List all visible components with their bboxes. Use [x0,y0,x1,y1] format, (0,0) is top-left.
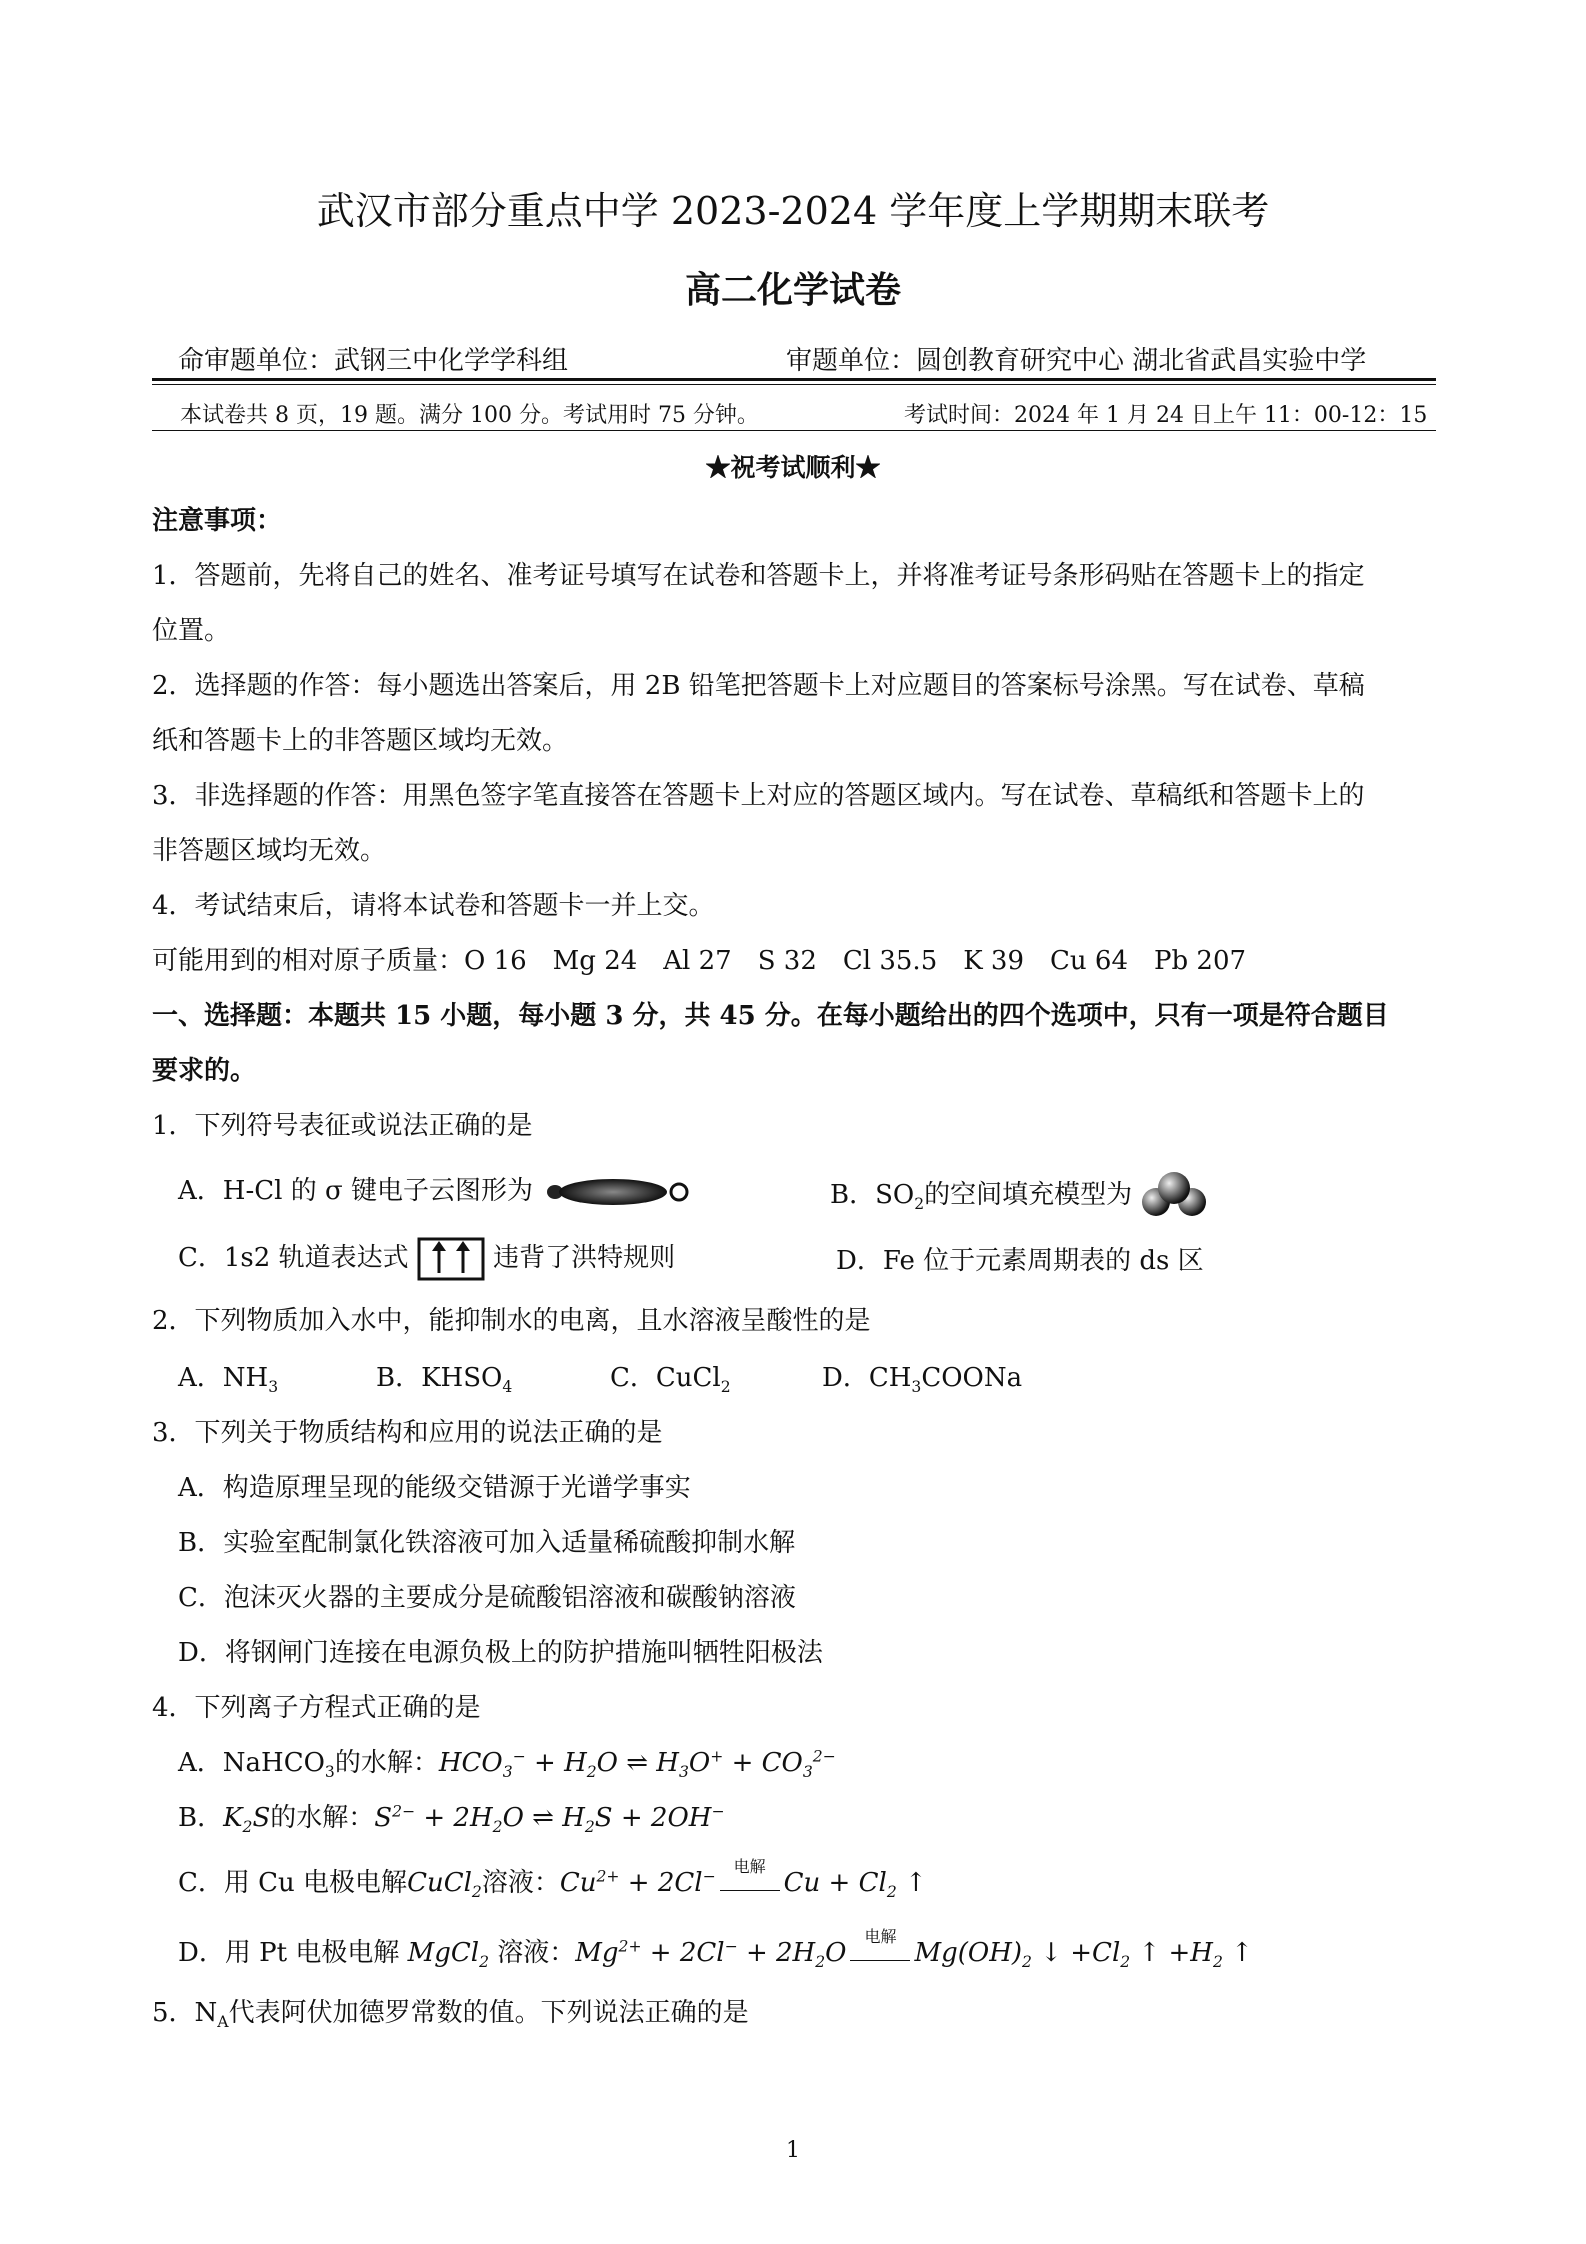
q2-option-d [822,1357,1022,1396]
unit-right: 审题单位：圆创教育研究中心 湖北省武昌实验中学 [786,346,1367,376]
note-line: 纸和答题卡上的非答题区域均无效。 [152,726,569,756]
note-line: 2．选择题的作答：每小题选出答案后，用 2B 铅笔把答题卡上对应题目的答案标号涂黑。写在试卷、草稿 [152,671,1365,701]
q1-option-b-text-post: 的空间填充模型为 [924,1180,1133,1210]
q4-c-condition: 电解 [733,1857,766,1876]
exam-info-right: 考试时间：2024 年 1 月 24 日上午 11：00-12：15 [904,403,1428,428]
q1-option-c [178,1237,675,1281]
notes-heading: 注意事项： [152,506,283,536]
q4-c-formula: CuCl$_2$ [407,1868,482,1902]
q4-c-equation: $Cu^{2+} + 2Cl^-$ 电解 $Cu + Cl_2$ ↑ [560,1868,927,1898]
q1-option-c-text: C．1s2 轨道表达式 [178,1243,409,1273]
question-2-stem: 2．下列物质加入水中，能抑制水的电离，且水溶液呈酸性的是 [152,1306,871,1336]
question-4-stem: 4．下列离子方程式正确的是 [152,1693,481,1723]
q4-option-c [178,1857,927,1902]
question-3-stem: 3．下列关于物质结构和应用的说法正确的是 [152,1418,663,1448]
q4-b-label-post: 的水解： [270,1803,375,1833]
q4-d-formula: MgCl$_2$ [407,1938,489,1972]
page-number: 1 [786,2138,800,2163]
q3-option-b: B．实验室配制氯化铁溶液可加入适量稀硫酸抑制水解 [178,1528,796,1558]
q4-d-label: D．用 Pt 电极电解 [178,1938,400,1968]
q4-option-b [178,1797,725,1836]
q5-stem-pre: 5．N [152,1998,218,2028]
note-line: 1．答题前，先将自己的姓名、准考证号填写在试卷和答题卡上，并将准考证号条形码贴在答题卡上的指定 [152,561,1365,591]
q1-option-b-text: B．SO [830,1180,915,1210]
exam-title: 武汉市部分重点中学 2023-2024 学年度上学期期末联考 [316,189,1270,233]
blessing: ★祝考试顺利★ [705,453,881,482]
q5-stem-sub: A [217,2013,229,2032]
q4-option-d [178,1927,1253,1972]
so2-space-filling-model-icon [1140,1170,1208,1222]
q4-b-label: B． [178,1803,224,1833]
q4-b-formula: $K_2S$ [223,1803,271,1837]
section-heading-cont: 要求的。 [152,1056,257,1086]
q3-option-d: D．将钢闸门连接在电源负极上的防护措施叫牺牲阳极法 [178,1638,823,1668]
q4-d-label-post: 溶液： [497,1938,576,1968]
q4-c-label-post: 溶液： [481,1868,560,1898]
exam-info-left: 本试卷共 8 页，19 题。满分 100 分。考试用时 75 分钟。 [180,403,759,428]
question-1-stem: 1．下列符号表征或说法正确的是 [152,1111,533,1141]
q1-option-a [178,1170,691,1207]
sigma-bond-cloud-icon [541,1177,691,1207]
q2-a-sub: 3 [268,1378,279,1397]
q4-b-equation: $S^{2-} + 2H_2O$ ⇌ $H_2S + 2OH^-$ [374,1802,725,1837]
q2-b-text: B．KHSO [376,1363,503,1393]
q1-option-c-text-post: 违背了洪特规则 [493,1243,676,1273]
q1-option-b [830,1170,1208,1222]
note-line: 3．非选择题的作答：用黑色签字笔直接答在答题卡上对应的答题区域内。写在试卷、草稿纸和答题卡上的 [152,781,1365,811]
q2-option-c [610,1357,731,1396]
q2-a-text: A．NH [178,1363,269,1393]
note-line: 位置。 [152,616,231,646]
note-line: 非答题区域均无效。 [152,836,387,866]
q3-option-a: A．构造原理呈现的能级交错源于光谱学事实 [178,1473,691,1503]
unit-left: 命审题单位：武钢三中化学学科组 [178,346,569,376]
exam-subtitle: 高二化学试卷 [684,269,901,311]
question-5-stem [152,1992,749,2031]
atomic-masses: 可能用到的相对原子质量：O 16 Mg 24 Al 27 S 32 Cl 35.5 K 39 Cu 64 Pb 207 [152,946,1247,976]
q4-a-label-post: 的水解： [334,1748,439,1778]
q4-a-label: A．NaHCO [178,1748,325,1778]
q2-b-sub: 4 [502,1378,513,1397]
q2-d-sub: 3 [911,1378,922,1397]
q2-d-text-post: COONa [921,1363,1023,1393]
q2-option-a [178,1357,278,1396]
q1-option-d: D．Fe 位于元素周期表的 ds 区 [836,1246,1204,1276]
header-rule-thick [152,378,1436,381]
q1-option-b-sub: 2 [914,1195,925,1214]
note-line: 4．考试结束后，请将本试卷和答题卡一并上交。 [152,891,715,921]
info-rule [152,430,1436,431]
q4-c-label: C．用 Cu 电极电解 [178,1868,408,1898]
q3-option-c: C．泡沫灭火器的主要成分是硫酸铝溶液和碳酸钠溶液 [178,1583,796,1613]
q4-option-a [178,1742,836,1781]
q2-c-sub: 2 [720,1378,731,1397]
orbital-box-diagram-icon [417,1237,485,1281]
q2-d-text: D．CH [822,1363,912,1393]
section-heading: 一、选择题：本题共 15 小题，每小题 3 分，共 45 分。在每小题给出的四个选项中，只有一项是符合题目 [152,1001,1389,1031]
q2-c-text: C．CuCl [610,1363,721,1393]
q4-a-label-sub: 3 [324,1763,335,1782]
header-rule-thin [152,384,1436,385]
q4-a-equation: $HCO_3^- + H_2O$ ⇌ $H_3O^+ + CO_3^{2-}$ [438,1747,836,1782]
q5-stem-post: 代表阿伏加德罗常数的值。下列说法正确的是 [228,1998,749,2028]
q4-d-equation: $Mg^{2+} + 2Cl^- + 2H_2O$ 电解 $Mg(OH)_2$ ↓ $+Cl_2$ ↑ $+H_2$ ↑ [575,1938,1253,1968]
q4-d-condition: 电解 [864,1927,897,1946]
q2-option-b [376,1357,512,1396]
q1-option-a-text: A．H-Cl 的 σ 键电子云图形为 [178,1176,533,1206]
